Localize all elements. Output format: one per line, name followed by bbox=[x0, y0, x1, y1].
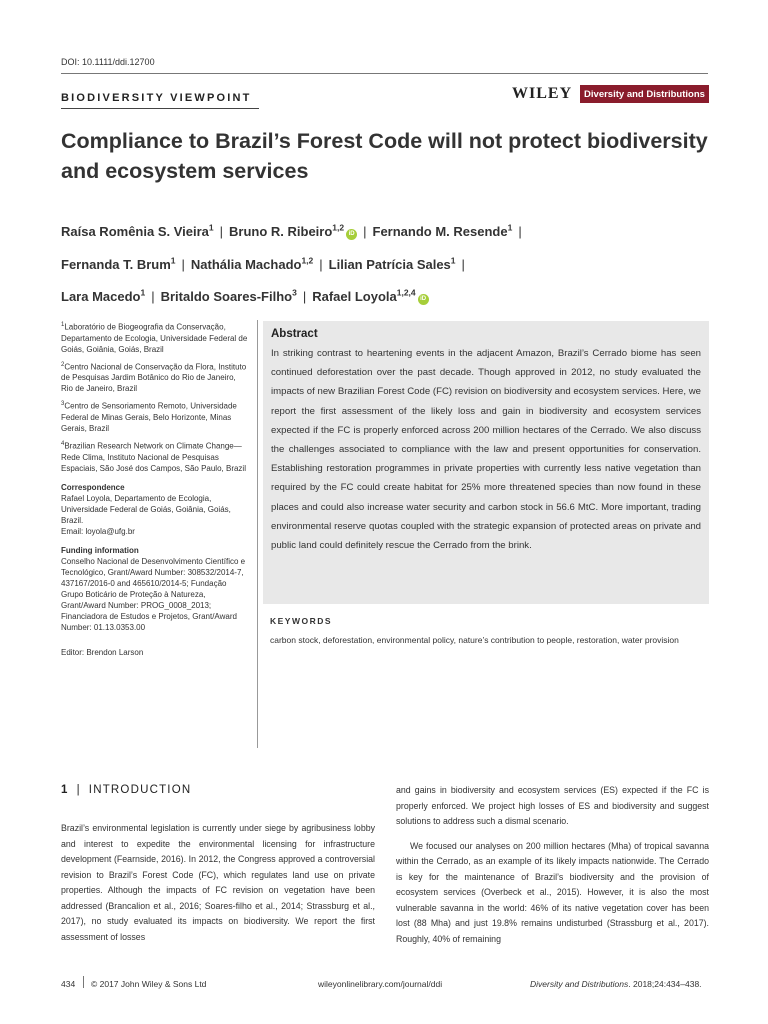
body-column-left: Brazil’s environmental legislation is currently under siege by agribusiness lobby and interest to expedite the environmental licensing for infrastructure development (Fearnside, 2016). In 2012, the Congress approved a controversial revision to Brazil’s Forest Code (FC), which regulates land use on private properties. Although the impacts of FC revision on vegetation have been addressed (Brancalion et al., 2016; Soares-filho et al., 2014; Strassburg et al., 2017), no study evaluated its impacts on biodiversity. We report the first assessment of losses bbox=[61, 823, 375, 942]
abstract-box bbox=[263, 321, 709, 604]
journal-url[interactable]: wileyonlinelibrary.com/journal/ddi bbox=[318, 979, 443, 989]
affiliation: $^2$Centro Nacional de Conservação da Flora, Instituto de Pesquisas Jardim Botânico do Rio de Janeiro, Rio de Janeiro, Brazil bbox=[61, 361, 247, 394]
section-label: BIODIVERSITY VIEWPOINT bbox=[61, 92, 252, 104]
citation: Diversity and Distributions. 2018;24:434–438. bbox=[530, 979, 702, 989]
footer-divider bbox=[83, 976, 84, 988]
header-rule bbox=[61, 73, 708, 74]
abstract-heading: Abstract bbox=[271, 328, 318, 340]
correspondence-text: Rafael Loyola, Departamento de Ecologia, Universidade Federal de Goiás, Goiânia, Goiás, Brazil. bbox=[61, 493, 231, 525]
author[interactable]: Nathália Machado$^{1,2}$ bbox=[190, 255, 314, 272]
orcid-icon[interactable]: iD bbox=[346, 229, 357, 240]
author[interactable]: Raísa Romênia S. Vieira$^1$ bbox=[61, 223, 214, 240]
author[interactable]: Lilian Patrícia Sales$^1$ bbox=[328, 255, 456, 272]
author[interactable]: Fernanda T. Brum$^1$ bbox=[61, 255, 176, 272]
page-number: 434 bbox=[61, 979, 76, 989]
journal-badge: Diversity and Distributions bbox=[580, 85, 709, 103]
orcid-icon[interactable]: iD bbox=[418, 294, 429, 305]
author[interactable]: Lara Macedo$^1$ bbox=[61, 287, 146, 304]
affiliation: $^1$Laboratório de Biogeografia da Conservação, Departamento de Ecologia, Universidade Federal de Goiás, Goiânia, Goiás, Brazil bbox=[61, 322, 248, 354]
keywords-heading: KEYWORDS bbox=[270, 616, 333, 626]
article-title: Compliance to Brazil’s Forest Code will not protect biodiversity and ecosystem services bbox=[61, 129, 708, 183]
correspondence-heading: Correspondence bbox=[61, 482, 125, 492]
doi: DOI: 10.1111/ddi.12700 bbox=[61, 57, 155, 67]
author[interactable]: Bruno R. Ribeiro$^{1,2}$iD bbox=[229, 224, 357, 239]
funding-text: Conselho Nacional de Desenvolvimento Científico e Tecnológico, Grant/Award Number: 308532/2014-7, 437167/2016-0 and 465610/2014-5; Fundação Grupo Boticário de Proteção à Natureza, Grant/Award Number: PROG_0008_2013; Financiadora de Estudos e Projetos, Grant/Award Number: 01.13.0353.00 bbox=[61, 556, 246, 632]
sidebar-info bbox=[61, 320, 249, 658]
author[interactable]: Fernando M. Resende$^1$ bbox=[372, 223, 513, 240]
affiliation: $^3$Centro de Sensoriamento Remoto, Universidade Federal de Minas Gerais, Belo Horizonte, Minas Gerais, Brazil bbox=[61, 401, 237, 433]
abstract-text: In striking contrast to heartening events in the adjacent Amazon, Brazil’s Cerrado biome has seen continued deforestation over the past decade. Though approved in 2012, no study evaluated the impacts of new Brazilian Forest Code (FC) revision on biodiversity and ecosystem services. Here, we report the first assessment of the likely loss and gain in biodiversity and ecosystem services expected if the FC is properly enforced across 200 million hectares of the Cerrado. We also discuss the challenges associated to compliance with the law and present opportunities for conservation. Establishing restoration programmes in private properties with currently less native vegetation than required by the FC could create habitat for 25% more threatened species than now found in these places and could also increase water security and carbon stock in 56.6 MtC. More important, trading environmental reserve quotas coupled with the strategic expansion of protected areas on private and public land could definitely rescue the Cerrado from the brink. bbox=[271, 348, 701, 552]
column-divider bbox=[257, 320, 258, 748]
paragraph: We focused our analyses on 200 million hectares (Mha) of tropical savanna within the Cerrado, as an example of its likely impacts nationwide. The Cerrado is key for the maintenance of Brazil’s biodiversity and the provision of ecosystem services (Overbeck et al., 2015). However, it is also the most vulnerable savanna in the world: 46% of its native vegetation cover has been lost (88 Mha) and just 19.8% remains undisturbed (Strassburg et al., 2017). Roughly, 40% of remaining bbox=[396, 840, 709, 944]
author[interactable]: Rafael Loyola$^{1,2,4}$iD bbox=[312, 289, 428, 304]
keywords-text: carbon stock, deforestation, environmental policy, nature’s contribution to people, restoration, water provision bbox=[270, 635, 679, 645]
author-list: Raísa Romênia S. Vieira$^1$ | Bruno R. Ribeiro$^{1,2}$iD | Fernando M. Resende$^1$ | Fernanda T. Brum$^1$ | Nathália Machado$^{1,2}$ | Lilian Patrícia Sales$^1$ | Lara Macedo$^1$ | Britaldo Soares-Filho$^3$ | Rafael Loyola$^{1,2,4}$iD bbox=[61, 223, 522, 304]
correspondence-email[interactable]: Email: loyola@ufg.br bbox=[61, 526, 135, 536]
body-column-right bbox=[396, 783, 709, 947]
affiliation: $^4$Brazilian Research Network on Climate Change—Rede Clima, Instituto Nacional de Pesquisas Espaciais, São José dos Campos, São Paulo, Brazil bbox=[61, 440, 246, 473]
section-heading-introduction: 1 | INTRODUCTION bbox=[61, 784, 192, 796]
section-underline bbox=[61, 108, 259, 109]
funding-heading: Funding information bbox=[61, 545, 139, 555]
paragraph: and gains in biodiversity and ecosystem services (ES) expected if the FC is properly enforced. We project high losses of ES and biodiversity and suggest solutions to address such a dismal scenario. bbox=[396, 785, 709, 826]
author[interactable]: Britaldo Soares-Filho$^3$ bbox=[160, 287, 297, 304]
copyright: © 2017 John Wiley & Sons Ltd bbox=[91, 979, 207, 989]
publisher-logo: WILEY bbox=[512, 85, 573, 102]
editor: Editor: Brendon Larson bbox=[61, 647, 144, 657]
